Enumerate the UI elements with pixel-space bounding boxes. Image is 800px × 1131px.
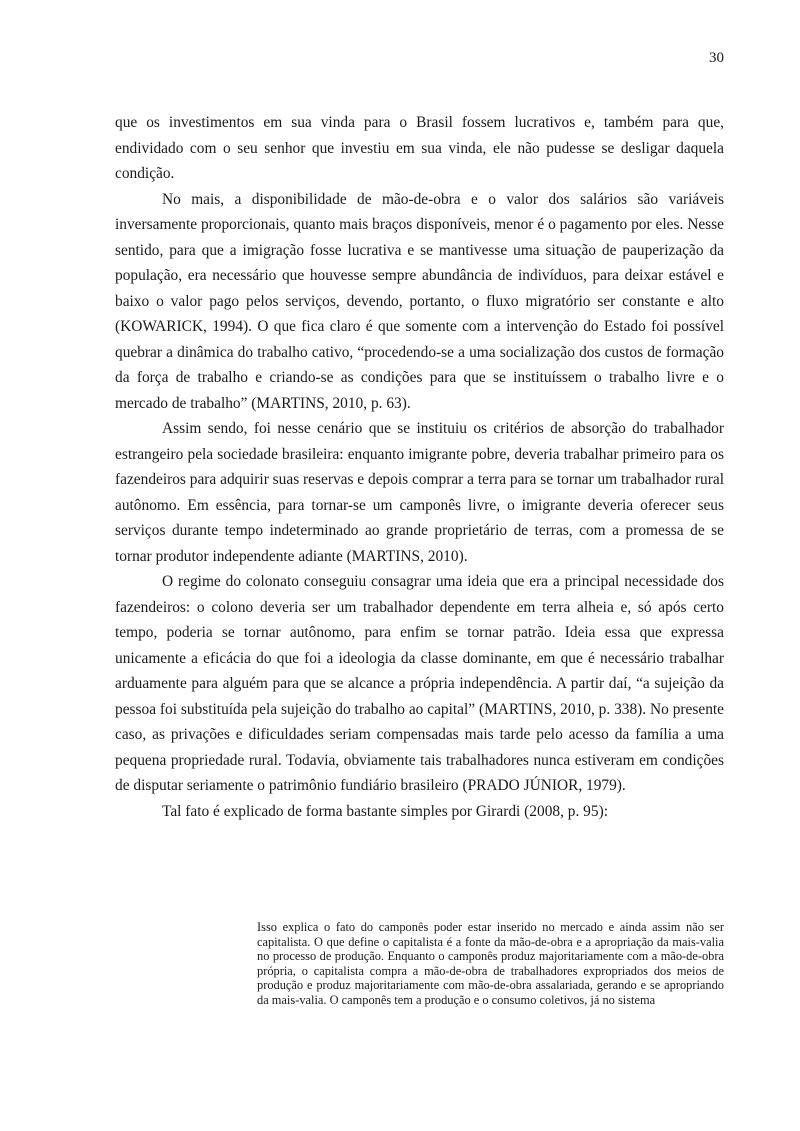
page-number: 30 [709, 50, 724, 66]
paragraph: No mais, a disponibilidade de mão-de-obra e o valor dos salários são variáveis inversamente proporcionais, quanto mais braços disponíveis, menor é o pagamento por eles. Nesse sentido, para que a imigração fosse lucrativa e se mantivesse uma situação de pauperização da população, era necessário que houvesse sempre abundância de indivíduos, para deixar estável e baixo o valor pago pelos serviços, devendo, portanto, o fluxo migratório ser constante e alto (KOWARICK, 1994). O que fica claro é que somente com a intervenção do Estado foi possível quebrar a dinâmica do trabalho cativo, “procedendo-se a uma socialização dos custos de formação da força de trabalho e criando-se as condições para que se instituíssem o trabalho livre e o mercado de trabalho” (MARTINS, 2010, p. 63). [115, 190, 724, 412]
block-quote-text: Isso explica o fato do camponês poder estar inserido no mercado e ainda assim não ser capitalista. O que define o capitalista é a fonte da mão-de-obra e a apropriação da mais-valia no processo de produção. Enquanto o camponês produz majoritariamente com a mão-de-obra própria, o capitalista compra a mão-de-obra de trabalhadores expropriados dos meios de produção e produz majoritariamente com mão-de-obra assalariada, gerando e se apropriando da mais-valia. O camponês tem a produção e o consumo coletivos, já no sistema [257, 920, 724, 1007]
block-quote [257, 920, 724, 1008]
body-text [115, 110, 724, 824]
paragraph: que os investimentos em sua vinda para o Brasil fossem lucrativos e, também para que, endividado com o seu senhor que investiu em sua vinda, ele não pudesse se desligar daquela condição. [115, 114, 724, 182]
paragraph: O regime do colonato conseguiu consagrar uma ideia que era a principal necessidade dos fazendeiros: o colono deveria ser um trabalhador dependente em terra alheia e, só após certo tempo, poderia se tornar autônomo, para enfim se tornar patrão. Ideia essa que expressa unicamente a eficácia do que foi a ideologia da classe dominante, em que é necessário trabalhar arduamente para alguém para que se alcance a própria independência. A partir daí, “a sujeição da pessoa foi substituída pela sujeição do trabalho ao capital” (MARTINS, 2010, p. 338). No presente caso, as privações e dificuldades seriam compensadas mais tarde pelo acesso da família a uma pequena propriedade rural. Todavia, obviamente tais trabalhadores nunca estiveram em condições de disputar seriamente o patrimônio fundiário brasileiro (PRADO JÚNIOR, 1979). [115, 573, 724, 794]
paragraph: Assim sendo, foi nesse cenário que se instituiu os critérios de absorção do trabalhador estrangeiro pela sociedade brasileira: enquanto imigrante pobre, deveria trabalhar primeiro para os fazendeiros para adquirir suas reservas e depois comprar a terra para se tornar um trabalhador rural autônomo. Em essência, para tornar-se um camponês livre, o imigrante deveria oferecer seus serviços durante tempo indeterminado ao grande proprietário de terras, com a promessa de se tornar produtor independente adiante (MARTINS, 2010). [115, 420, 724, 565]
paragraph: Tal fato é explicado de forma bastante simples por Girardi (2008, p. 95): [162, 802, 608, 820]
